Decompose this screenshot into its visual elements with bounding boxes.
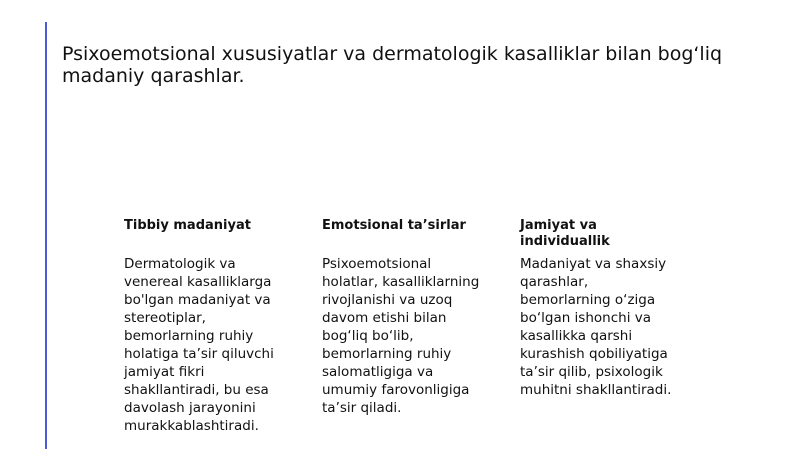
column-society-individuality: [520, 218, 680, 398]
column-heading: Tibbiy madaniyat: [124, 218, 251, 233]
accent-bar: [45, 22, 47, 449]
column-body: Madaniyat va shaxsiy qarashlar, bemorlarning o‘ziga bo‘lgan ishonchi va kasallikka qarshi kurashish qobiliyatiga ta’sir qilib, psixologik muhitni shakllantiradi.: [520, 256, 672, 398]
column-body: Psixoemotsional holatlar, kasalliklarning rivojlanishi va uzoq davom etishi bilan bog‘liq bo‘lib, bemorlarning ruhiy salomatligiga va umumiy farovonligiga ta’sir qiladi.: [322, 256, 480, 416]
column-heading: Jamiyat va individuallik: [520, 218, 610, 249]
column-emotional-effects: [322, 218, 482, 416]
column-heading: Emotsional ta’sirlar: [322, 218, 466, 233]
column-body: Dermatologik va venereal kasalliklarga bo'lgan madaniyat va stereotiplar, bemorlarning ruhiy holatiga ta’sir qiluvchi jamiyat fikri shakllantiradi, bu esa davolash jarayonini murakkablashtiradi.: [124, 256, 274, 434]
slide-title: Psixoemotsional xususiyatlar va dermatologik kasalliklar bilan bog‘liq madaniy qarashlar.: [62, 43, 723, 87]
column-medical-culture: [124, 218, 284, 434]
